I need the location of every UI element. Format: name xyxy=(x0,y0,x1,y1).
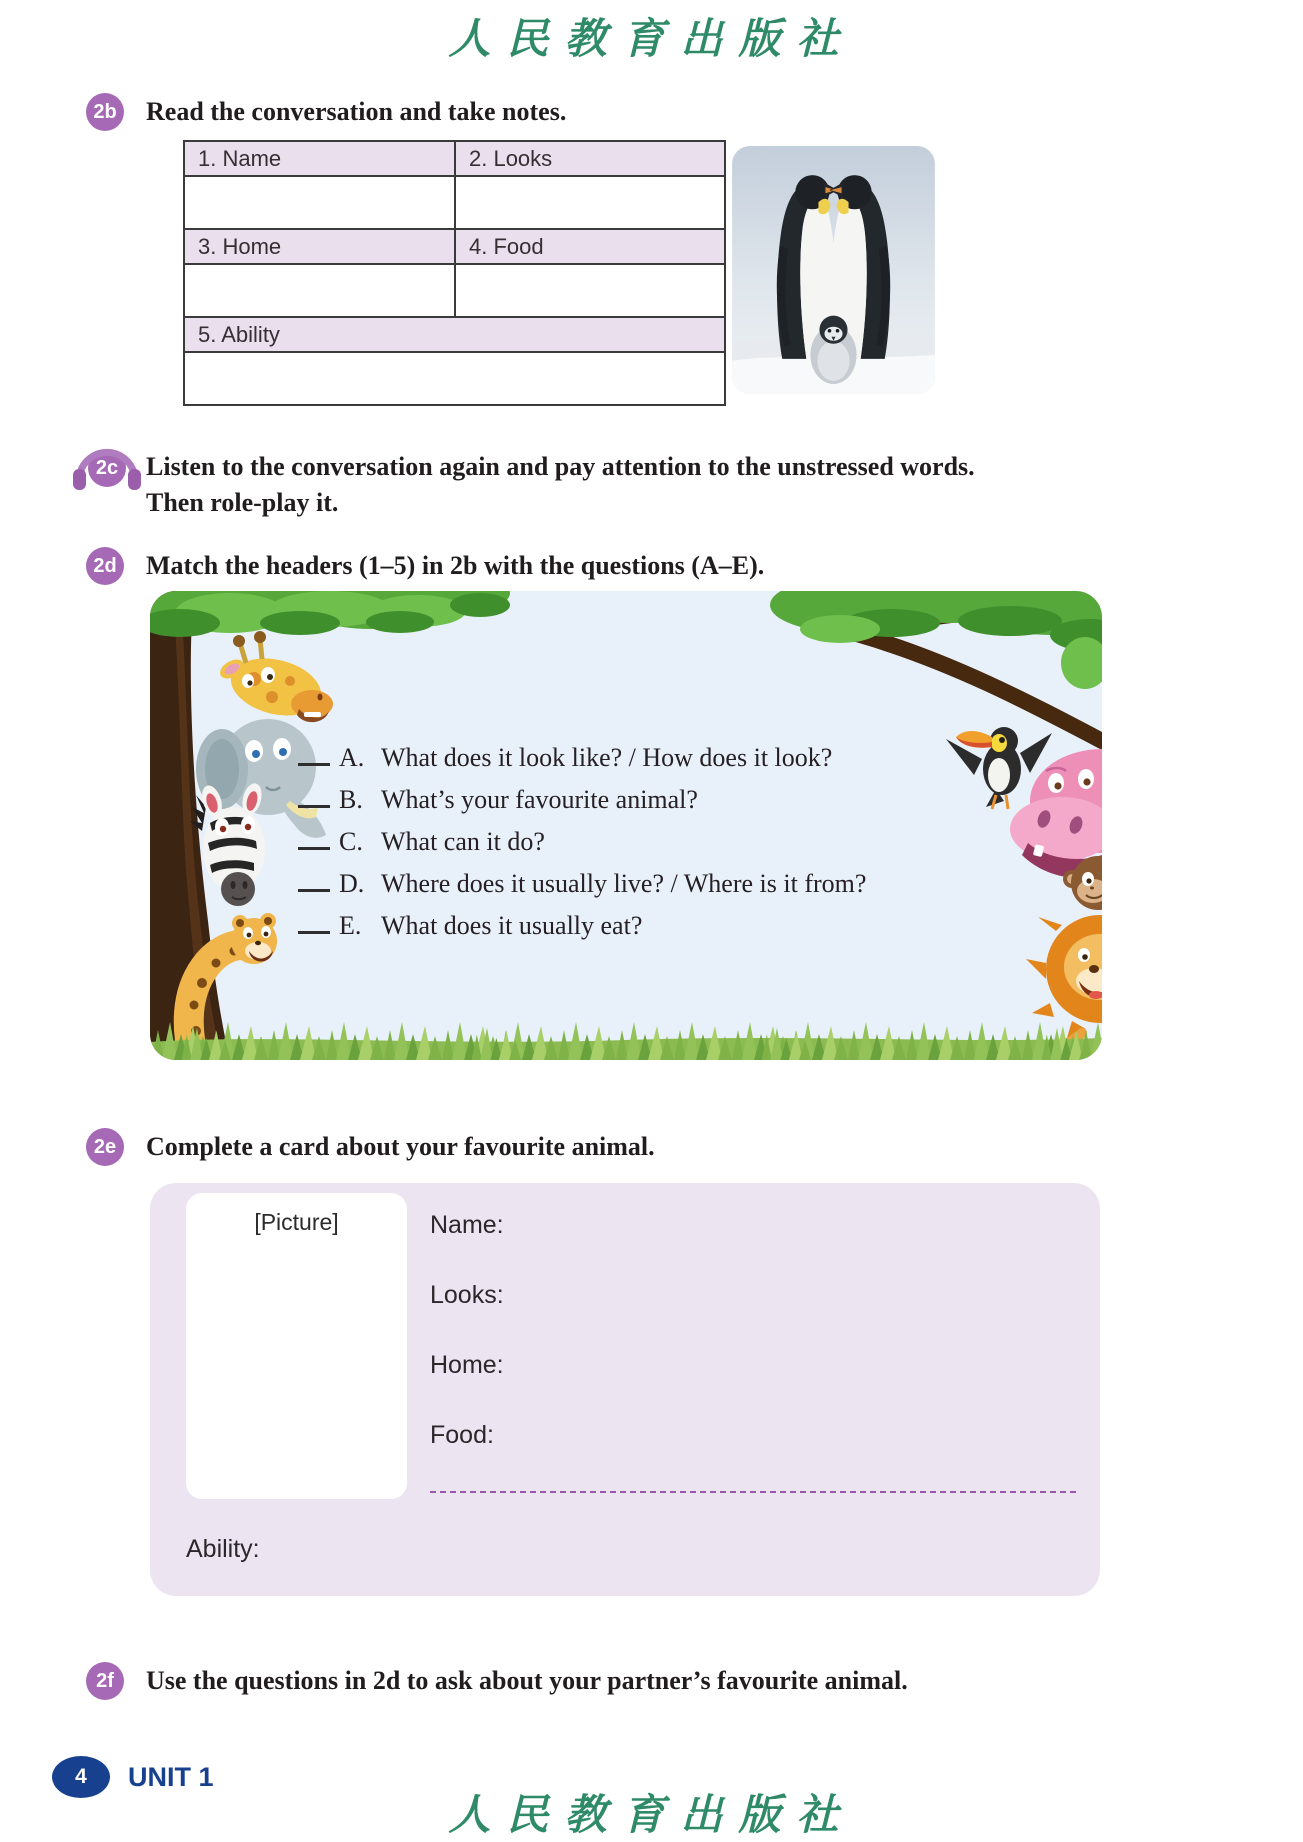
match-question-row xyxy=(298,911,642,941)
question-text: Where does it usually live? / Where is it from? xyxy=(381,869,867,898)
headphones-icon xyxy=(70,431,144,495)
answer-blank[interactable] xyxy=(298,830,330,850)
table-header-looks: 2. Looks xyxy=(455,141,725,176)
notes-cell-food[interactable] xyxy=(455,264,725,317)
match-question-row xyxy=(298,869,866,899)
notes-table xyxy=(183,140,726,406)
picture-placeholder-label: [Picture] xyxy=(254,1209,339,1235)
activity-2b-badge: 2b xyxy=(86,93,124,131)
activity-2b-title: Read the conversation and take notes. xyxy=(146,97,567,126)
match-questions-panel xyxy=(150,591,1102,1060)
activity-2c-title-line2: Then role-play it. xyxy=(146,488,339,517)
table-header-food: 4. Food xyxy=(455,229,725,264)
activity-2d-title: Match the headers (1–5) in 2b with the questions (A–E). xyxy=(146,551,765,580)
question-text: What’s your favourite animal? xyxy=(381,785,698,814)
penguins-photo xyxy=(732,146,935,394)
match-question-row xyxy=(298,743,832,773)
answer-blank[interactable] xyxy=(298,788,330,808)
activity-2f-title: Use the questions in 2d to ask about your partner’s favourite animal. xyxy=(146,1666,908,1695)
publisher-calligraphy-bottom: 人民教育出版社 xyxy=(448,1790,855,1839)
write-line[interactable] xyxy=(430,1491,1076,1493)
question-text: What does it usually eat? xyxy=(381,911,643,940)
home-label: Home: xyxy=(430,1351,504,1379)
activity-2c-badge: 2c xyxy=(88,449,126,487)
ability-label: Ability: xyxy=(186,1535,260,1563)
activity-2e-title: Complete a card about your favourite animal. xyxy=(146,1132,655,1161)
table-header-home: 3. Home xyxy=(184,229,455,264)
penguin-illustration xyxy=(732,146,935,394)
question-letter: A. xyxy=(339,743,365,772)
publisher-calligraphy-top: 人民教育出版社 xyxy=(448,14,855,63)
answer-blank[interactable] xyxy=(298,746,330,766)
activity-2c-title-line1: Listen to the conversation again and pay attention to the unstressed words. xyxy=(146,452,975,481)
question-letter: E. xyxy=(339,911,362,940)
looks-label: Looks: xyxy=(430,1281,504,1309)
activity-2f-badge: 2f xyxy=(86,1662,124,1700)
question-letter: D. xyxy=(339,869,365,898)
question-text: What does it look like? / How does it look? xyxy=(381,743,833,772)
notes-cell-ability[interactable] xyxy=(184,352,725,405)
question-letter: C. xyxy=(339,827,363,856)
match-question-row xyxy=(298,827,545,857)
notes-cell-looks[interactable] xyxy=(455,176,725,229)
food-label: Food: xyxy=(430,1421,494,1449)
activity-2d-badge: 2d xyxy=(86,547,124,585)
page-number: 4 xyxy=(75,1765,87,1788)
name-label: Name: xyxy=(430,1211,504,1239)
notes-cell-home[interactable] xyxy=(184,264,455,317)
foliage-right xyxy=(770,591,1102,741)
table-header-ability: 5. Ability xyxy=(184,317,725,352)
giraffe-icon xyxy=(217,631,333,724)
question-letter: B. xyxy=(339,785,363,814)
unit-label: UNIT 1 xyxy=(128,1762,214,1792)
animal-card xyxy=(150,1183,1100,1596)
notes-cell-name[interactable] xyxy=(184,176,455,229)
answer-blank[interactable] xyxy=(298,872,330,892)
answer-blank[interactable] xyxy=(298,914,330,934)
activity-2e-badge: 2e xyxy=(86,1128,124,1166)
table-header-name: 1. Name xyxy=(184,141,455,176)
foliage-left xyxy=(150,591,510,637)
question-text: What can it do? xyxy=(381,827,545,856)
jungle-decoration xyxy=(150,591,1102,1060)
picture-box[interactable] xyxy=(186,1193,407,1499)
match-question-row xyxy=(298,785,698,815)
grass-icon xyxy=(150,1022,1102,1060)
